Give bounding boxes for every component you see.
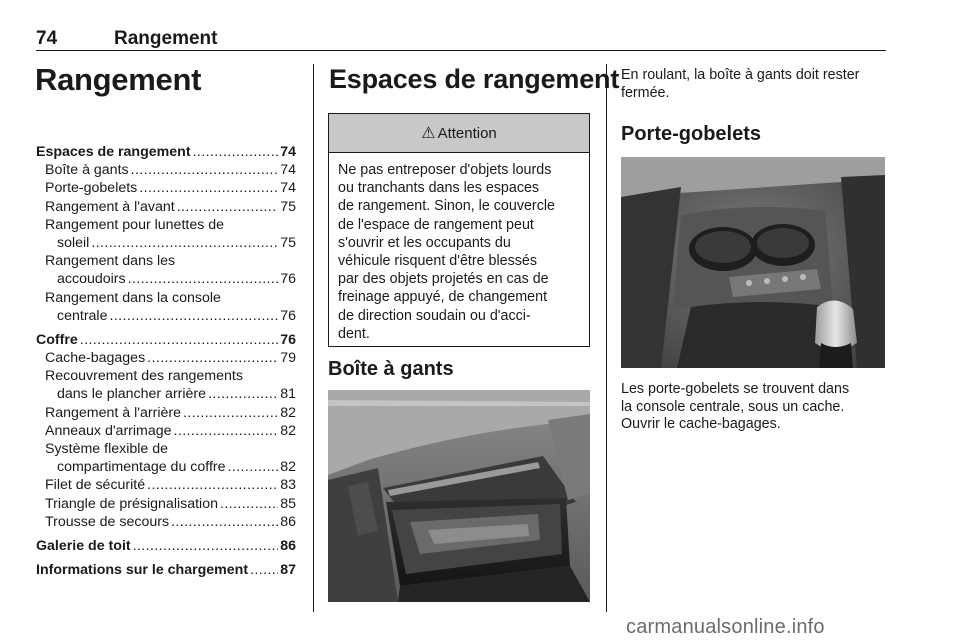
toc-page-number: 86 [280,513,296,530]
toc-page-number: 85 [280,495,296,512]
toc-leader-dots [131,161,279,179]
toc-leader-dots [171,513,278,531]
toc-page-number: 82 [280,459,296,476]
toc-leader-dots [174,422,279,440]
warning-triangle-icon: ⚠ [421,125,436,142]
toc-page-number: 74 [280,180,296,197]
toc-leader-dots [228,458,279,476]
toc-entry[interactable] [36,198,296,216]
toc-page-number: 83 [280,477,296,494]
toc-entry-main[interactable] [36,331,296,349]
text-line: Ouvrir le cache-bagages. [621,416,781,433]
glovebox-title: Boîte à gants [328,358,454,380]
page-number: 74 [36,28,58,49]
toc-entry-text: Triangle de présignalisation [45,495,218,512]
toc-page-number: 79 [280,350,296,367]
toc-leader-dots [147,349,278,367]
toc-entry[interactable] [36,367,296,385]
toc-entry[interactable] [36,385,296,403]
toc-entry-text: Porte-gobelets [45,180,138,197]
toc-leader-dots [109,307,278,325]
toc-entry[interactable] [36,495,296,513]
toc-entry-text: Galerie de toit [36,537,131,554]
driving-note [621,67,891,102]
toc-entry-text: Cache-bagages [45,350,146,367]
toc-entry[interactable] [36,252,296,270]
toc-entry[interactable] [36,270,296,288]
cupholders-title: Porte-gobelets [621,123,762,145]
toc-leader-dots [183,404,278,422]
toc-entry[interactable] [36,513,296,531]
column-divider-left [313,64,314,612]
toc-entry-text: Rangement dans la console [45,289,221,306]
toc-page-number: 74 [280,162,296,179]
toc-entry-text: Rangement dans les [45,253,176,270]
attention-label: Attention [437,124,497,142]
attention-line: de rangement. Sinon, le couvercle [338,198,555,215]
toc-page-number: 86 [280,537,296,554]
attention-line: s'ouvrir et les occupants du [338,234,511,251]
text-line: En roulant, la boîte à gants doit rester [621,67,860,83]
toc-entry-text: compartimentage du coffre [57,459,226,476]
text-line: la console centrale, sous un cache. [621,398,845,415]
cupholders-text [621,381,891,434]
toc-entry-main[interactable] [36,561,296,579]
toc-entry[interactable] [36,307,296,325]
toc-page-number: 81 [280,386,296,403]
toc-entry-text: Coffre [36,331,78,348]
toc-leader-dots [147,476,278,494]
cupholders-photo [621,157,885,368]
toc-entry-text: dans le plancher arrière [57,386,207,403]
toc-entry[interactable] [36,234,296,252]
toc-leader-dots [193,143,279,161]
attention-line: freinage appuyé, de changement [338,289,548,306]
toc-entry-text: centrale [57,307,108,324]
text-line: fermée. [621,84,670,101]
toc-entry-text: Trousse de secours [45,513,170,530]
toc-page-number: 76 [280,271,296,288]
toc-entry[interactable] [36,404,296,422]
attention-line: de l'espace de rangement peut [338,216,534,233]
attention-line: de direction soudain ou d'acci- [338,307,531,324]
toc-entry-text: soleil [57,234,90,251]
table-of-contents [36,143,296,579]
toc-entry-text: Système flexible de [45,441,169,457]
section-title: Espaces de rangement [329,64,620,94]
toc-leader-dots [128,270,279,288]
toc-page-number: 76 [280,307,296,324]
toc-entry[interactable] [36,476,296,494]
toc-entry-text: Filet de sécurité [45,477,146,494]
attention-line: Ne pas entreposer d'objets lourds [338,162,552,178]
attention-line: dent. [338,325,370,342]
attention-line: ou tranchants dans les espaces [338,180,540,197]
attention-line: par des objets projetés en cas de [338,271,549,288]
page-header [36,26,886,51]
toc-entry[interactable] [36,422,296,440]
toc-leader-dots [139,179,278,197]
attention-header [329,114,589,153]
toc-entry-text: Anneaux d'arrimage [45,422,172,439]
toc-entry[interactable] [36,440,296,458]
column-divider-right [606,64,607,612]
toc-entry-text: Rangement à l'avant [45,198,175,215]
toc-leader-dots [177,198,279,216]
toc-page-number: 82 [280,422,296,439]
chapter-title: Rangement [35,62,202,97]
toc-page-number: 75 [280,198,296,215]
attention-text [329,153,589,343]
toc-leader-dots [250,561,278,579]
toc-page-number: 87 [280,562,296,579]
toc-page-number: 74 [280,144,296,160]
watermark: carmanualsonline.info [626,616,825,638]
toc-entry[interactable] [36,161,296,179]
toc-page-number: 76 [280,331,296,348]
toc-entry[interactable] [36,179,296,197]
attention-box [328,113,590,347]
toc-entry[interactable] [36,289,296,307]
toc-leader-dots [91,234,278,252]
toc-entry-text: Rangement à l'arrière [45,404,181,421]
toc-entry-text: Boîte à gants [45,162,129,179]
toc-entry-text: Rangement pour lunettes de [45,216,225,233]
toc-page-number: 82 [280,404,296,421]
toc-entry-text: Recouvrement des rangements [45,368,243,385]
toc-page-number: 75 [280,234,296,251]
attention-line: véhicule risquent d'être blessés [338,253,538,270]
toc-leader-dots [220,495,278,513]
toc-entry[interactable] [36,349,296,367]
toc-leader-dots [133,537,279,555]
toc-leader-dots [80,331,278,349]
running-title: Rangement [114,28,218,49]
toc-entry-main[interactable] [36,143,296,161]
toc-entry[interactable] [36,458,296,476]
toc-leader-dots [208,385,278,403]
toc-entry-text: accoudoirs [57,271,126,288]
toc-entry-text: Espaces de rangement [36,144,191,160]
toc-entry-main[interactable] [36,537,296,555]
text-line: Les porte-gobelets se trouvent dans [621,381,850,397]
toc-entry-text: Informations sur le chargement [36,562,249,579]
glovebox-photo [328,390,590,602]
toc-entry[interactable] [36,216,296,234]
